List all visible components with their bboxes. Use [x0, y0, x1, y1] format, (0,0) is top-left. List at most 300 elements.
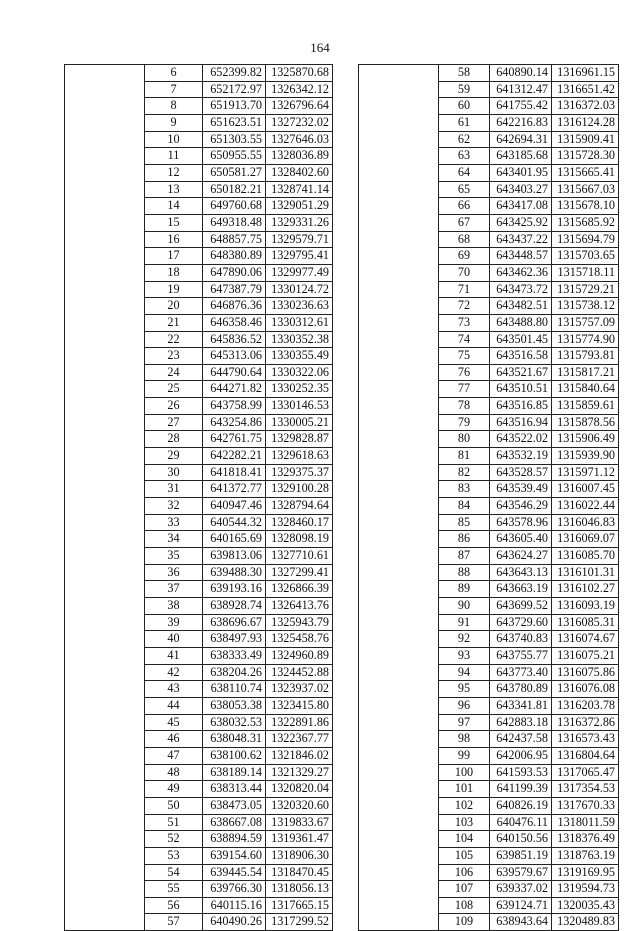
y-coordinate-cell: 1316007.45 — [552, 481, 619, 498]
point-number-cell: 62 — [439, 131, 490, 148]
y-coordinate-cell: 1330005.21 — [266, 414, 333, 431]
point-number-cell: 42 — [145, 664, 203, 681]
x-coordinate-cell: 641818.41 — [203, 464, 266, 481]
table-row — [65, 448, 333, 465]
blank-cell — [65, 514, 145, 531]
blank-cell — [359, 198, 439, 215]
x-coordinate-cell: 643729.60 — [490, 614, 552, 631]
blank-cell — [359, 914, 439, 931]
blank-cell — [359, 431, 439, 448]
point-number-cell: 6 — [145, 65, 203, 82]
x-coordinate-cell: 643488.80 — [490, 314, 552, 331]
point-number-cell: 8 — [145, 98, 203, 115]
table-row — [359, 481, 619, 498]
x-coordinate-cell: 643425.92 — [490, 214, 552, 231]
table-row — [359, 897, 619, 914]
blank-cell — [359, 664, 439, 681]
point-number-cell: 77 — [439, 381, 490, 398]
table-row — [359, 731, 619, 748]
x-coordinate-cell: 643758.99 — [203, 398, 266, 415]
blank-cell — [65, 764, 145, 781]
x-coordinate-cell: 651913.70 — [203, 98, 266, 115]
blank-cell — [359, 464, 439, 481]
y-coordinate-cell: 1316573.43 — [552, 731, 619, 748]
y-coordinate-cell: 1316046.83 — [552, 514, 619, 531]
table-row — [359, 548, 619, 565]
point-number-cell: 50 — [145, 797, 203, 814]
x-coordinate-cell: 638048.31 — [203, 731, 266, 748]
x-coordinate-cell: 643521.67 — [490, 364, 552, 381]
point-number-cell: 31 — [145, 481, 203, 498]
point-number-cell: 68 — [439, 231, 490, 248]
point-number-cell: 107 — [439, 881, 490, 898]
x-coordinate-cell: 642883.18 — [490, 714, 552, 731]
point-number-cell: 56 — [145, 897, 203, 914]
blank-cell — [65, 264, 145, 281]
y-coordinate-cell: 1315909.41 — [552, 131, 619, 148]
point-number-cell: 41 — [145, 647, 203, 664]
x-coordinate-cell: 644271.82 — [203, 381, 266, 398]
y-coordinate-cell: 1315738.12 — [552, 298, 619, 315]
blank-cell — [65, 198, 145, 215]
table-row — [359, 65, 619, 82]
table-row — [65, 198, 333, 215]
point-number-cell: 39 — [145, 614, 203, 631]
point-number-cell: 52 — [145, 831, 203, 848]
point-number-cell: 10 — [145, 131, 203, 148]
table-row — [359, 781, 619, 798]
y-coordinate-cell: 1319594.73 — [552, 881, 619, 898]
y-coordinate-cell: 1315667.03 — [552, 181, 619, 198]
y-coordinate-cell: 1330124.72 — [266, 281, 333, 298]
x-coordinate-cell: 640544.32 — [203, 514, 266, 531]
x-coordinate-cell: 641312.47 — [490, 81, 552, 98]
table-row — [359, 581, 619, 598]
x-coordinate-cell: 643417.08 — [490, 198, 552, 215]
blank-cell — [65, 98, 145, 115]
point-number-cell: 29 — [145, 448, 203, 465]
blank-cell — [359, 448, 439, 465]
table-row — [359, 148, 619, 165]
x-coordinate-cell: 640490.26 — [203, 914, 266, 931]
y-coordinate-cell: 1325943.79 — [266, 614, 333, 631]
table-row — [65, 81, 333, 98]
blank-cell — [65, 631, 145, 648]
x-coordinate-cell: 643516.85 — [490, 398, 552, 415]
table-row — [65, 647, 333, 664]
x-coordinate-cell: 643501.45 — [490, 331, 552, 348]
x-coordinate-cell: 652399.82 — [203, 65, 266, 82]
blank-cell — [65, 697, 145, 714]
y-coordinate-cell: 1321329.27 — [266, 764, 333, 781]
y-coordinate-cell: 1317665.15 — [266, 897, 333, 914]
point-number-cell: 74 — [439, 331, 490, 348]
y-coordinate-cell: 1319169.95 — [552, 864, 619, 881]
y-coordinate-cell: 1329375.37 — [266, 464, 333, 481]
blank-cell — [65, 881, 145, 898]
blank-cell — [65, 897, 145, 914]
point-number-cell: 93 — [439, 647, 490, 664]
point-number-cell: 61 — [439, 114, 490, 131]
table-row — [359, 864, 619, 881]
blank-cell — [65, 114, 145, 131]
x-coordinate-cell: 645836.52 — [203, 331, 266, 348]
point-number-cell: 70 — [439, 264, 490, 281]
y-coordinate-cell: 1325870.68 — [266, 65, 333, 82]
table-row — [65, 631, 333, 648]
table-row — [359, 531, 619, 548]
table-row — [359, 564, 619, 581]
table-row — [65, 797, 333, 814]
y-coordinate-cell: 1324452.88 — [266, 664, 333, 681]
y-coordinate-cell: 1330252.35 — [266, 381, 333, 398]
x-coordinate-cell: 643516.58 — [490, 348, 552, 365]
y-coordinate-cell: 1315840.64 — [552, 381, 619, 398]
y-coordinate-cell: 1322367.77 — [266, 731, 333, 748]
table-row — [65, 264, 333, 281]
blank-cell — [65, 664, 145, 681]
point-number-cell: 47 — [145, 747, 203, 764]
table-row — [359, 98, 619, 115]
x-coordinate-cell: 643578.96 — [490, 514, 552, 531]
x-coordinate-cell: 643254.86 — [203, 414, 266, 431]
table-row — [65, 764, 333, 781]
point-number-cell: 45 — [145, 714, 203, 731]
table-row — [359, 448, 619, 465]
blank-cell — [359, 314, 439, 331]
blank-cell — [359, 631, 439, 648]
y-coordinate-cell: 1326866.39 — [266, 581, 333, 598]
table-row — [65, 564, 333, 581]
blank-cell — [359, 814, 439, 831]
blank-cell — [359, 747, 439, 764]
y-coordinate-cell: 1330322.06 — [266, 364, 333, 381]
blank-cell — [359, 381, 439, 398]
blank-cell — [65, 847, 145, 864]
x-coordinate-cell: 639154.60 — [203, 847, 266, 864]
table-row — [65, 414, 333, 431]
point-number-cell: 89 — [439, 581, 490, 598]
point-number-cell: 32 — [145, 498, 203, 515]
blank-cell — [359, 564, 439, 581]
x-coordinate-cell: 648380.89 — [203, 248, 266, 265]
y-coordinate-cell: 1315694.79 — [552, 231, 619, 248]
table-row — [359, 248, 619, 265]
point-number-cell: 57 — [145, 914, 203, 931]
y-coordinate-cell: 1329331.26 — [266, 214, 333, 231]
y-coordinate-cell: 1315718.11 — [552, 264, 619, 281]
x-coordinate-cell: 648857.75 — [203, 231, 266, 248]
y-coordinate-cell: 1328741.14 — [266, 181, 333, 198]
x-coordinate-cell: 638053.38 — [203, 697, 266, 714]
blank-cell — [359, 414, 439, 431]
x-coordinate-cell: 643624.27 — [490, 548, 552, 565]
blank-cell — [65, 131, 145, 148]
x-coordinate-cell: 643755.77 — [490, 647, 552, 664]
point-number-cell: 28 — [145, 431, 203, 448]
blank-cell — [359, 731, 439, 748]
table-row — [359, 681, 619, 698]
x-coordinate-cell: 645313.06 — [203, 348, 266, 365]
table-row — [359, 847, 619, 864]
table-row — [359, 398, 619, 415]
point-number-cell: 84 — [439, 498, 490, 515]
point-number-cell: 26 — [145, 398, 203, 415]
blank-cell — [65, 731, 145, 748]
blank-cell — [359, 881, 439, 898]
y-coordinate-cell: 1315906.49 — [552, 431, 619, 448]
blank-cell — [65, 331, 145, 348]
y-coordinate-cell: 1329618.63 — [266, 448, 333, 465]
table-row — [359, 298, 619, 315]
y-coordinate-cell: 1316101.31 — [552, 564, 619, 581]
x-coordinate-cell: 643401.95 — [490, 164, 552, 181]
x-coordinate-cell: 638497.93 — [203, 631, 266, 648]
table-row — [65, 164, 333, 181]
point-number-cell: 95 — [439, 681, 490, 698]
table-row — [359, 831, 619, 848]
blank-cell — [65, 181, 145, 198]
y-coordinate-cell: 1326796.64 — [266, 98, 333, 115]
blank-cell — [65, 364, 145, 381]
x-coordinate-cell: 641199.39 — [490, 781, 552, 798]
blank-cell — [359, 348, 439, 365]
y-coordinate-cell: 1315685.92 — [552, 214, 619, 231]
blank-cell — [359, 181, 439, 198]
blank-cell — [65, 864, 145, 881]
y-coordinate-cell: 1317354.53 — [552, 781, 619, 798]
point-number-cell: 65 — [439, 181, 490, 198]
table-row — [65, 331, 333, 348]
blank-cell — [65, 414, 145, 431]
y-coordinate-cell: 1320489.83 — [552, 914, 619, 931]
table-row — [65, 464, 333, 481]
y-coordinate-cell: 1329051.29 — [266, 198, 333, 215]
table-row — [359, 464, 619, 481]
point-number-cell: 108 — [439, 897, 490, 914]
y-coordinate-cell: 1315665.41 — [552, 164, 619, 181]
y-coordinate-cell: 1316022.44 — [552, 498, 619, 515]
x-coordinate-cell: 650581.27 — [203, 164, 266, 181]
table-row — [65, 98, 333, 115]
y-coordinate-cell: 1315817.21 — [552, 364, 619, 381]
y-coordinate-cell: 1316102.27 — [552, 581, 619, 598]
y-coordinate-cell: 1326342.12 — [266, 81, 333, 98]
x-coordinate-cell: 639813.06 — [203, 548, 266, 565]
x-coordinate-cell: 652172.97 — [203, 81, 266, 98]
y-coordinate-cell: 1326413.76 — [266, 598, 333, 615]
blank-cell — [65, 681, 145, 698]
x-coordinate-cell: 638032.53 — [203, 714, 266, 731]
x-coordinate-cell: 638110.74 — [203, 681, 266, 698]
y-coordinate-cell: 1315971.12 — [552, 464, 619, 481]
x-coordinate-cell: 643341.81 — [490, 697, 552, 714]
table-row — [65, 498, 333, 515]
blank-cell — [65, 214, 145, 231]
y-coordinate-cell: 1330146.53 — [266, 398, 333, 415]
x-coordinate-cell: 638204.26 — [203, 664, 266, 681]
point-number-cell: 53 — [145, 847, 203, 864]
y-coordinate-cell: 1320320.60 — [266, 797, 333, 814]
y-coordinate-cell: 1328036.89 — [266, 148, 333, 165]
table-row — [359, 598, 619, 615]
blank-cell — [359, 281, 439, 298]
table-row — [359, 814, 619, 831]
point-number-cell: 72 — [439, 298, 490, 315]
point-number-cell: 80 — [439, 431, 490, 448]
y-coordinate-cell: 1315793.81 — [552, 348, 619, 365]
point-number-cell: 11 — [145, 148, 203, 165]
point-number-cell: 44 — [145, 697, 203, 714]
table-row — [359, 198, 619, 215]
point-number-cell: 40 — [145, 631, 203, 648]
point-number-cell: 14 — [145, 198, 203, 215]
blank-cell — [359, 364, 439, 381]
blank-cell — [65, 647, 145, 664]
y-coordinate-cell: 1316372.86 — [552, 714, 619, 731]
y-coordinate-cell: 1318011.59 — [552, 814, 619, 831]
y-coordinate-cell: 1325458.76 — [266, 631, 333, 648]
point-number-cell: 7 — [145, 81, 203, 98]
x-coordinate-cell: 641755.42 — [490, 98, 552, 115]
x-coordinate-cell: 651623.51 — [203, 114, 266, 131]
x-coordinate-cell: 640476.11 — [490, 814, 552, 831]
y-coordinate-cell: 1315859.61 — [552, 398, 619, 415]
blank-cell — [65, 548, 145, 565]
table-row — [65, 248, 333, 265]
blank-cell — [65, 281, 145, 298]
point-number-cell: 66 — [439, 198, 490, 215]
x-coordinate-cell: 643605.40 — [490, 531, 552, 548]
y-coordinate-cell: 1316085.70 — [552, 548, 619, 565]
table-row — [359, 881, 619, 898]
point-number-cell: 19 — [145, 281, 203, 298]
blank-cell — [359, 697, 439, 714]
x-coordinate-cell: 642282.21 — [203, 448, 266, 465]
blank-cell — [359, 598, 439, 615]
point-number-cell: 55 — [145, 881, 203, 898]
blank-cell — [359, 647, 439, 664]
point-number-cell: 48 — [145, 764, 203, 781]
table-row — [359, 431, 619, 448]
x-coordinate-cell: 643462.36 — [490, 264, 552, 281]
y-coordinate-cell: 1320035.43 — [552, 897, 619, 914]
table-row — [359, 514, 619, 531]
point-number-cell: 24 — [145, 364, 203, 381]
blank-cell — [65, 148, 145, 165]
blank-cell — [359, 897, 439, 914]
table-row — [65, 214, 333, 231]
point-number-cell: 79 — [439, 414, 490, 431]
point-number-cell: 60 — [439, 98, 490, 115]
x-coordinate-cell: 643643.13 — [490, 564, 552, 581]
table-row — [65, 348, 333, 365]
blank-cell — [65, 398, 145, 415]
table-row — [65, 781, 333, 798]
blank-cell — [359, 65, 439, 82]
x-coordinate-cell: 642006.95 — [490, 747, 552, 764]
y-coordinate-cell: 1319833.67 — [266, 814, 333, 831]
x-coordinate-cell: 650182.21 — [203, 181, 266, 198]
blank-cell — [65, 614, 145, 631]
y-coordinate-cell: 1316085.31 — [552, 614, 619, 631]
blank-cell — [359, 781, 439, 798]
y-coordinate-cell: 1329795.41 — [266, 248, 333, 265]
y-coordinate-cell: 1315678.10 — [552, 198, 619, 215]
y-coordinate-cell: 1315757.09 — [552, 314, 619, 331]
y-coordinate-cell: 1328098.19 — [266, 531, 333, 548]
point-number-cell: 63 — [439, 148, 490, 165]
table-row — [359, 498, 619, 515]
blank-cell — [65, 248, 145, 265]
point-number-cell: 46 — [145, 731, 203, 748]
x-coordinate-cell: 644790.64 — [203, 364, 266, 381]
x-coordinate-cell: 640826.19 — [490, 797, 552, 814]
table-row — [65, 364, 333, 381]
blank-cell — [359, 98, 439, 115]
blank-cell — [359, 581, 439, 598]
table-row — [65, 847, 333, 864]
x-coordinate-cell: 639579.67 — [490, 864, 552, 881]
x-coordinate-cell: 638894.59 — [203, 831, 266, 848]
table-row — [359, 331, 619, 348]
point-number-cell: 83 — [439, 481, 490, 498]
blank-cell — [359, 114, 439, 131]
blank-cell — [65, 448, 145, 465]
table-row — [65, 298, 333, 315]
table-row — [65, 831, 333, 848]
x-coordinate-cell: 642437.58 — [490, 731, 552, 748]
x-coordinate-cell: 643773.40 — [490, 664, 552, 681]
blank-cell — [65, 464, 145, 481]
point-number-cell: 76 — [439, 364, 490, 381]
blank-cell — [65, 714, 145, 731]
table-row — [359, 914, 619, 931]
table-row — [359, 664, 619, 681]
table-row — [65, 381, 333, 398]
blank-cell — [359, 298, 439, 315]
table-row — [65, 814, 333, 831]
point-number-cell: 98 — [439, 731, 490, 748]
blank-cell — [65, 231, 145, 248]
point-number-cell: 75 — [439, 348, 490, 365]
blank-cell — [359, 714, 439, 731]
blank-cell — [65, 564, 145, 581]
y-coordinate-cell: 1330352.38 — [266, 331, 333, 348]
page-number: 164 — [310, 40, 330, 55]
table-row — [65, 148, 333, 165]
x-coordinate-cell: 638333.49 — [203, 647, 266, 664]
blank-cell — [359, 214, 439, 231]
y-coordinate-cell: 1315728.30 — [552, 148, 619, 165]
point-number-cell: 38 — [145, 598, 203, 615]
x-coordinate-cell: 643403.27 — [490, 181, 552, 198]
table-row — [359, 281, 619, 298]
blank-cell — [65, 914, 145, 931]
y-coordinate-cell: 1321846.02 — [266, 747, 333, 764]
y-coordinate-cell: 1328402.60 — [266, 164, 333, 181]
table-row — [65, 531, 333, 548]
x-coordinate-cell: 642761.75 — [203, 431, 266, 448]
y-coordinate-cell: 1316203.78 — [552, 697, 619, 714]
blank-cell — [359, 398, 439, 415]
coordinate-table-right — [358, 64, 619, 931]
x-coordinate-cell: 643780.89 — [490, 681, 552, 698]
x-coordinate-cell: 643516.94 — [490, 414, 552, 431]
y-coordinate-cell: 1319361.47 — [266, 831, 333, 848]
point-number-cell: 20 — [145, 298, 203, 315]
table-row — [65, 65, 333, 82]
